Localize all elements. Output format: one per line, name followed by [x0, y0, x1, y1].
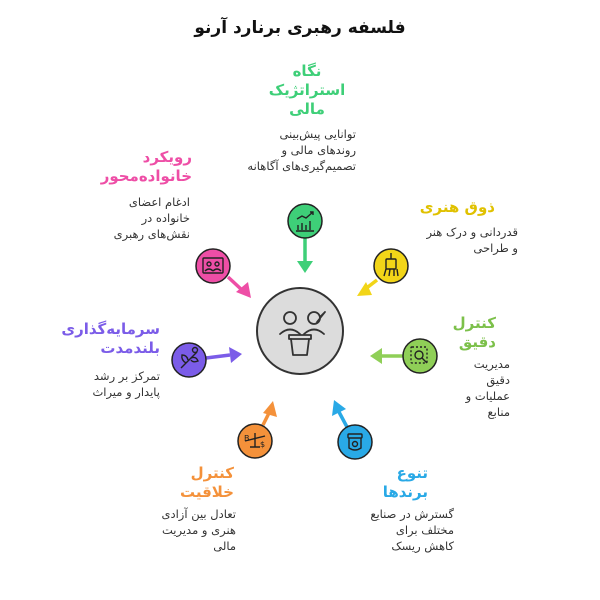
desc-family: ادغام اعضای خانواده در نقش‌های رهبری — [113, 195, 190, 241]
desc-brands: گسترش در صنایع مختلف برای کاهش ریسک — [370, 507, 454, 553]
node-strategic — [288, 204, 322, 273]
desc-precise: مدیریت دقیق عملیات و منابع — [465, 357, 510, 419]
label-investment: سرمایه‌گذاری بلندمدت — [61, 320, 160, 357]
node-precise — [370, 339, 437, 373]
desc-investment: تمرکز بر رشد پایدار و میراث — [92, 369, 160, 399]
page-title: فلسفه رهبری برنارد آرنو — [194, 18, 406, 38]
desc-strategic: توانایی پیش‌بینی روندهای مالی و تصمیم‌گیری‌های آگاهانه — [247, 127, 356, 173]
node-creativity — [238, 401, 277, 458]
label-creativity: کنترل خلاقیت — [179, 464, 234, 501]
desc-creativity: تعادل بین آزادی هنری و مدیریت مالی — [161, 507, 236, 553]
node-taste — [357, 249, 408, 296]
label-brands: تنوع برندها — [382, 464, 428, 501]
node-investment — [172, 343, 242, 377]
label-strategic: نگاه استراتژیک مالی — [268, 62, 346, 118]
label-taste: ذوق هنری — [419, 198, 495, 216]
node-brands — [332, 400, 372, 459]
desc-taste: قدردانی و درک هنر و طراحی — [426, 225, 518, 255]
label-family: رویکرد خانواده‌محور — [100, 148, 192, 185]
svg-text:$: $ — [260, 440, 266, 449]
svg-text:B: B — [244, 434, 250, 443]
center-hub — [257, 288, 343, 374]
node-family — [196, 249, 251, 298]
label-precise: کنترل دقیق — [452, 314, 496, 351]
